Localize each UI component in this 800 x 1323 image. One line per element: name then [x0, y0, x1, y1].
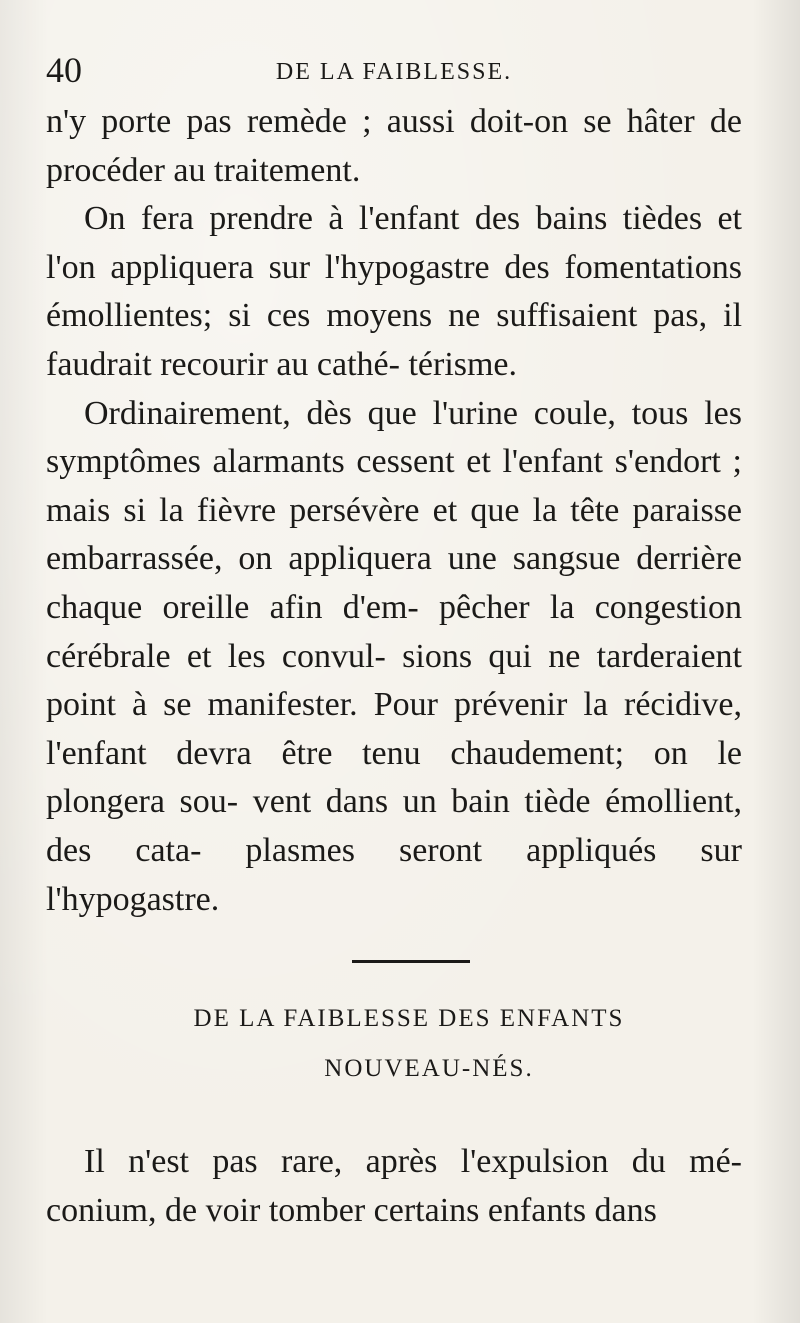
paragraph-symptoms: [46, 390, 742, 925]
section-title: [46, 994, 742, 1094]
text-line: plasmes seront appliqués sur l'hypogastre.: [46, 831, 742, 918]
running-head: DE LA FAIBLESSE.: [275, 59, 513, 85]
text-line: les symptômes alarmants cessent et l'enfant: [46, 394, 743, 481]
section-divider: [46, 924, 742, 994]
section-title-line1: DE LA FAIBLESSE DES ENFANTS: [193, 1005, 625, 1033]
paragraph-continuation: [46, 98, 742, 195]
text-line: térisme.: [408, 345, 518, 383]
page-number: 40: [46, 50, 82, 90]
text-line: sangsue derrière chaque oreille afin d'em-: [46, 540, 742, 626]
text-line: tête paraisse embarrassée, on appliquera une: [46, 491, 743, 578]
text-line: Pour prévenir la récidive, l'enfant devra: [46, 686, 742, 772]
text-line: Ordinairement, dès que l'urine coule, tous: [84, 394, 689, 432]
paragraph-weakness: [46, 1138, 742, 1235]
text-line: On fera prendre à l'enfant des bains: [84, 200, 608, 238]
text-line: pêcher la congestion cérébrale et les convul-: [46, 588, 742, 675]
text-line: Il n'est pas rare, après l'expulsion du mé-: [84, 1143, 742, 1181]
text-line: de procéder au traitement.: [46, 103, 742, 189]
page-header: [46, 48, 742, 92]
section-title-line2: NOUVEAU-NÉS.: [324, 1055, 534, 1083]
body-text: [46, 98, 742, 924]
text-line: être tenu chaudement; on le plongera sou-: [46, 734, 743, 821]
body-text-new-section: [46, 1138, 742, 1235]
paragraph-treatment: [46, 195, 742, 389]
text-line: suffisaient pas, il faudrait recourir au cathé-: [46, 297, 743, 383]
text-line: n'y porte pas remède ; aussi doit-on se hâter: [46, 103, 695, 140]
text-line: s'endort ; mais si la fièvre persévère et que la: [46, 443, 742, 529]
spacer: [46, 1094, 742, 1138]
text-line: fomentations émollientes; si ces moyens ne: [46, 248, 742, 335]
text-line: sions qui ne tarderaient point à se manifester.: [46, 637, 742, 724]
text-line: tièdes et l'on appliquera sur l'hypogastre des: [46, 200, 742, 286]
text-line: conium, de voir tomber certains enfants dans: [46, 1191, 657, 1229]
divider-rule: [352, 960, 470, 963]
text-line: vent dans un bain tiède émollient, des cata-: [46, 783, 742, 869]
